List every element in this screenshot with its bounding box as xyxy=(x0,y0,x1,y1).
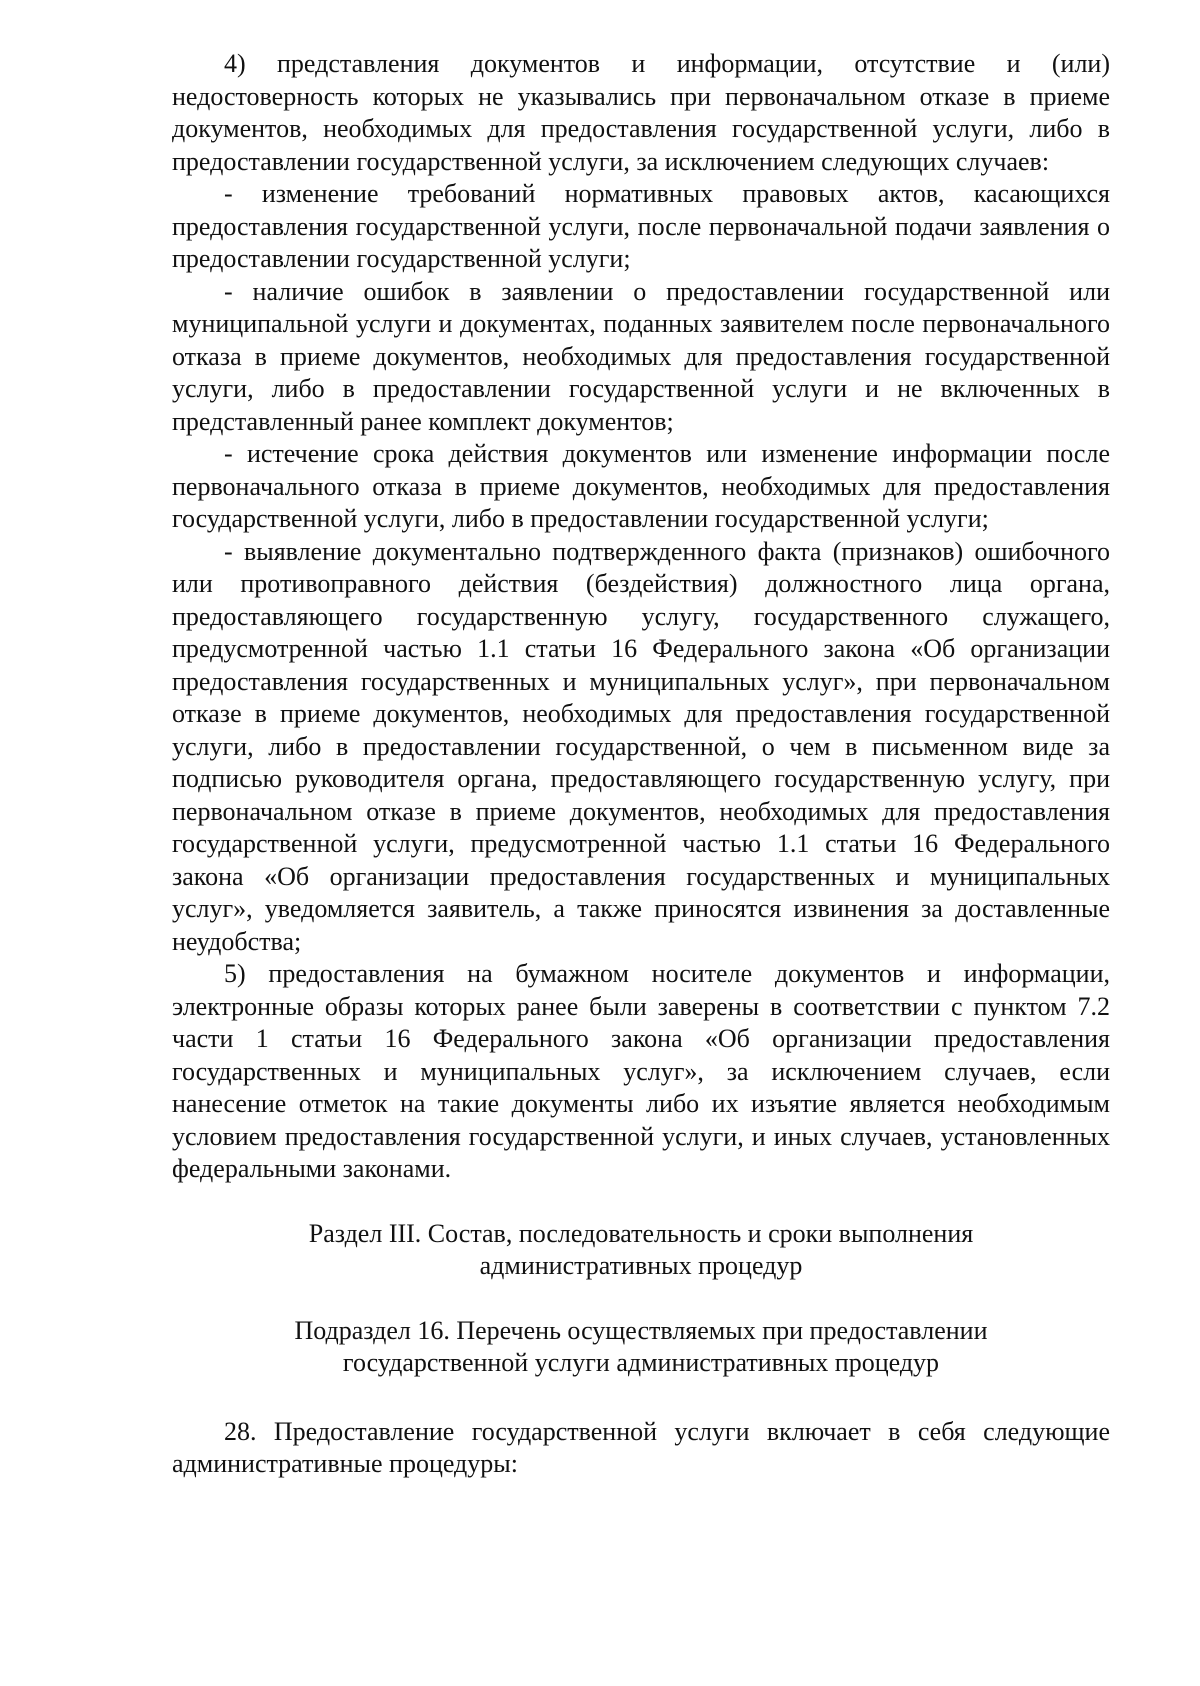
section-heading xyxy=(172,1218,1110,1283)
paragraph-erroneous-action: - выявление документально подтвержденного факта (признаков) ошибочного или противоправного действия (бездействия) должностного лица органа, предоставляющего государственную услугу, государственного служащего, предусмотренной частью 1.1 статьи 16 Федерального закона «Об организации предоставления государственных и муниципальных услуг», при первоначальном отказе в приеме документов, необходимых для предоставления государственной услуги, либо в предоставлении государственной, о чем в письменном виде за подписью руководителя органа, предоставляющего государственную услугу, при первоначальном отказе в приеме документов, необходимых для предоставления государственной услуги, предусмотренной частью 1.1 статьи 16 Федерального закона «Об организации предоставления государственных и муниципальных услуг», уведомляется заявитель, а также приносятся извинения за доставленные неудобства; xyxy=(172,536,1110,956)
subsection-heading-line-2: государственной услуги административных процедур xyxy=(342,1348,940,1377)
spacer xyxy=(172,1380,1110,1416)
paragraph-errors-in-application: - наличие ошибок в заявлении о предоставлении государственной или муниципальной услуги и документах, поданных заявителем после первоначального отказа в приеме документов, необходимых для предоставления государственной услуги, либо в предоставлении государственной услуги и не включенных в представленный ранее комплект документов; xyxy=(172,276,1110,436)
paragraph-documents-expiry: - истечение срока действия документов или изменение информации после первоначального отказа в приеме документов, необходимых для предоставления государственной услуги, либо в предоставлении государственной услуги; xyxy=(172,439,1110,533)
paragraph-28: 28. Предоставление государственной услуги включает в себя следующие административные процедуры: xyxy=(172,1416,1110,1478)
paragraph-requirements-change: - изменение требований нормативных правовых актов, касающихся предоставления государственной услуги, после первоначальной подачи заявления о предоставлении государственной услуги; xyxy=(172,179,1110,273)
section-heading-line-2: административных процедур xyxy=(479,1251,803,1280)
paragraph-item-5: 5) предоставления на бумажном носителе документов и информации, электронные образы которых ранее были заверены в соответствии с пунктом 7.2 части 1 статьи 16 Федерального закона «Об организации предоставления государственных и муниципальных услуг», за исключением случаев, если нанесение отметок на такие документы либо их изъятие является необходимым условием предоставления государственной услуги, и иных случаев, установленных федеральными законами. xyxy=(172,959,1110,1183)
subsection-heading-line-1: Подраздел 16. Перечень осуществляемых при предоставлении xyxy=(294,1315,988,1345)
spacer xyxy=(172,1283,1110,1315)
paragraph-item-4: 4) представления документов и информации, отсутствие и (или) недостоверность которых не указывались при первоначальном отказе в приеме документов, необходимых для предоставления государственной услуги, либо в предоставлении государственной услуги, за исключением следующих случаев: xyxy=(172,49,1110,176)
spacer xyxy=(172,1186,1110,1218)
section-heading-line-1: Раздел III. Состав, последовательность и сроки выполнения xyxy=(308,1218,974,1248)
subsection-heading xyxy=(172,1315,1110,1380)
